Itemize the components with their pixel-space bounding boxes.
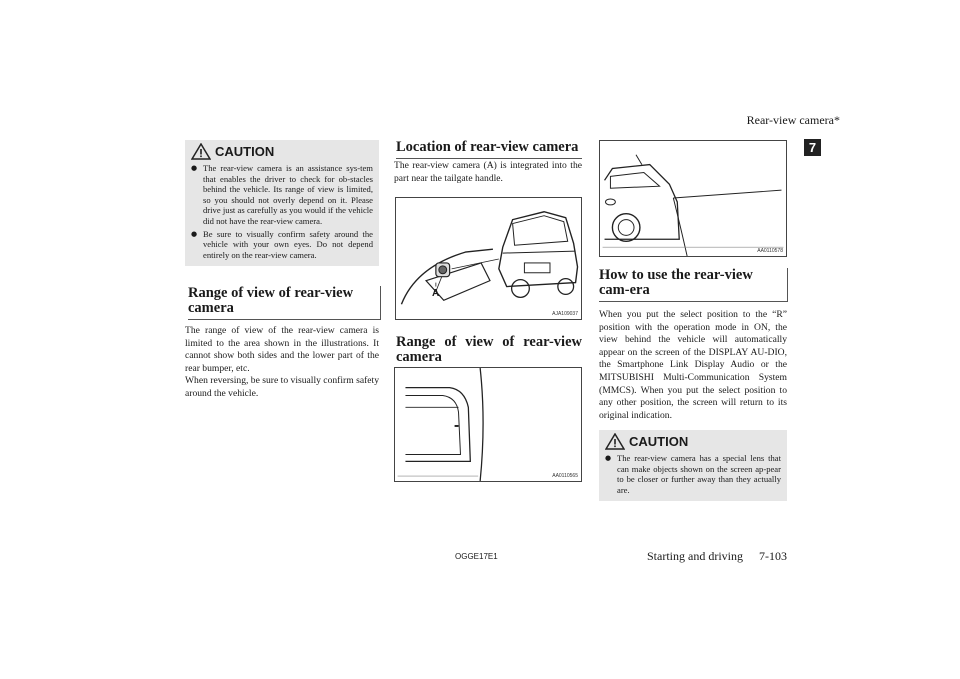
figure-code: AA0110578 <box>757 248 783 254</box>
section-title-how-to-use: How to use the rear-view cam-era <box>599 268 788 302</box>
section-title-location: Location of rear-view camera <box>396 140 582 159</box>
caution-box-left <box>185 140 379 266</box>
caution-item <box>605 453 781 495</box>
figure-code: AJA109037 <box>552 311 578 317</box>
caution-item-text: The rear-view camera is an assistance sys-tem that enables the driver to check for ob-stacles behind the vehicle. Its range of view is limited, so you should not overly depend on it. Please drive just as carefully as you would if the vehicle did not have the rear-view camera. <box>203 163 373 226</box>
warning-triangle-icon <box>605 433 625 450</box>
caution-header <box>605 433 781 450</box>
figure-camera-location <box>395 197 582 320</box>
figure-side-view-range <box>599 140 787 257</box>
section-title-range-of-view-2: Range of view of rear-view camera <box>396 335 582 369</box>
footer-page-number: 7-103 <box>759 549 787 563</box>
footer-page-info <box>647 549 787 564</box>
section-title-range-of-view: Range of view of rear-view camera <box>188 286 381 320</box>
caution-box-right <box>599 430 787 501</box>
caution-item-text: The rear-view camera has a special lens that can make objects shown on the screen ap-pear to be closer or further away than they actually are. <box>617 453 781 495</box>
footer-section-name: Starting and driving <box>647 549 743 563</box>
caution-item <box>191 163 373 227</box>
footer-document-code: OGGE17E1 <box>455 552 498 561</box>
caution-item <box>191 229 373 261</box>
figure-top-view-range <box>394 367 582 482</box>
bullet-icon: ● <box>191 229 198 238</box>
range-of-view-paragraph: The range of view of the rear-view camera is limited to the area shown in the illustrations. It cannot show both sides and the lower part of the rear bumper, etc. <box>185 325 379 374</box>
warning-triangle-icon <box>191 143 211 160</box>
camera-callout-label: A <box>432 288 440 299</box>
caution-header <box>191 143 373 160</box>
caution-item-text: Be sure to visually confirm safety around the vehicle with your own eyes. Do not depend entirely on the rear-view camera. <box>203 228 373 260</box>
bullet-icon: ● <box>191 164 198 172</box>
caution-title: CAUTION <box>629 434 689 449</box>
side-view-illustration <box>600 141 786 256</box>
how-to-use-paragraph: When you put the select position to the “R” position with the operation mode in ON, the view behind the vehicle will automatically appear on the screen of the DISPLAY AU-DIO, the Smartphone Link Display Audio or the MITSUBISHI Multi-Communication System (MMCS). When you put the select position to any other position, the screen will return to its original indication. <box>599 309 787 421</box>
figure-code: AA0110565 <box>552 473 578 479</box>
running-header: Rear-view camera* <box>746 113 840 127</box>
location-paragraph: The rear-view camera (A) is integrated into the part near the tailgate handle. <box>394 160 582 184</box>
top-view-illustration <box>395 368 581 481</box>
tailgate-camera-illustration <box>396 198 581 319</box>
chapter-tab: 7 <box>804 139 821 156</box>
reversing-paragraph: When reversing, be sure to visually confirm safety around the vehicle. <box>185 375 379 399</box>
caution-title: CAUTION <box>215 144 275 159</box>
bullet-icon: ● <box>605 454 612 462</box>
